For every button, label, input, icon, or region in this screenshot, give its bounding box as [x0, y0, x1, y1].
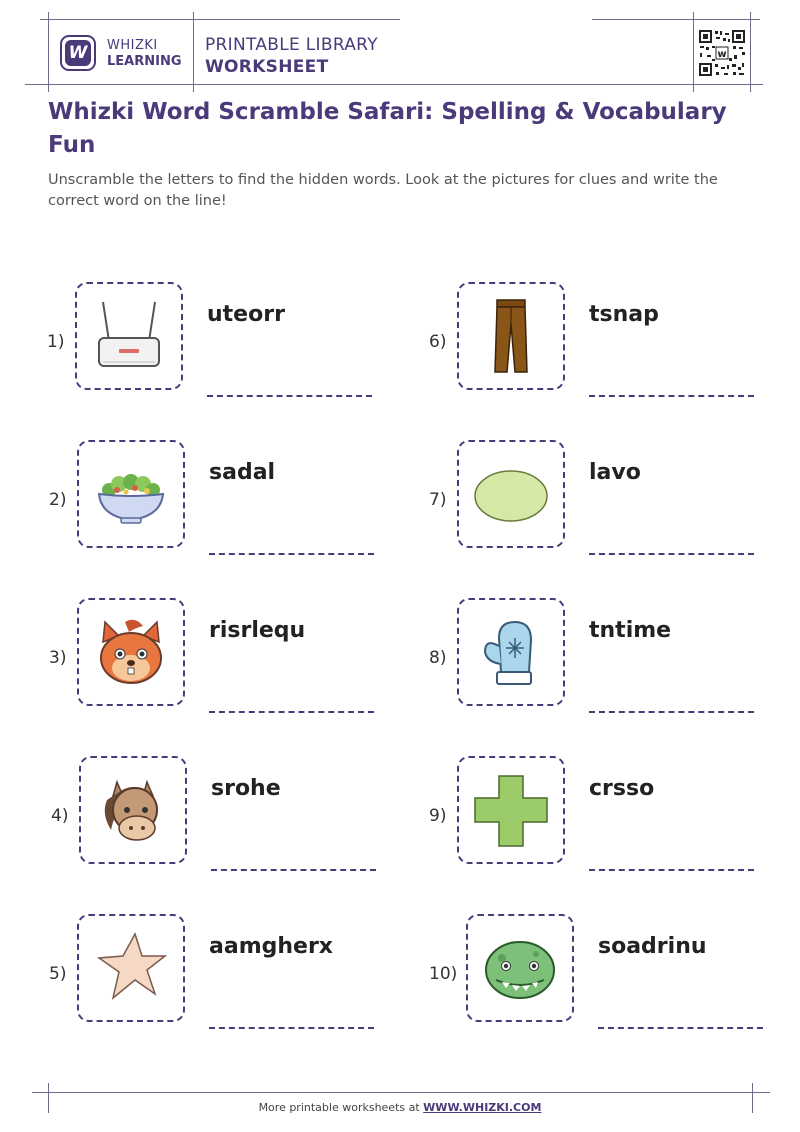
- answer-line[interactable]: [211, 869, 376, 871]
- item-number: 1): [47, 332, 65, 352]
- header-divider-left: [48, 12, 49, 92]
- brand-subname: LEARNING: [107, 54, 182, 69]
- picture-box: [75, 282, 183, 390]
- item-number: 4): [51, 806, 69, 826]
- picture-box: [77, 440, 185, 548]
- scrambled-word: crsso: [589, 776, 655, 801]
- list-item: [49, 598, 389, 723]
- header-bottom-line: [25, 84, 763, 85]
- picture-box: [79, 756, 187, 864]
- picture-box: [457, 440, 565, 548]
- list-item: [49, 914, 389, 1039]
- scrambled-word: soadrinu: [598, 934, 707, 959]
- picture-box: [77, 914, 185, 1022]
- item-number: 6): [429, 332, 447, 352]
- list-item: [429, 282, 769, 407]
- answer-line[interactable]: [209, 711, 374, 713]
- scrambled-word: sadal: [209, 460, 276, 485]
- header-divider-far-right: [750, 12, 751, 92]
- scrambled-word: aamgherx: [209, 934, 333, 959]
- dinosaur-icon: [480, 928, 560, 1008]
- brand-name: WHIZKI: [107, 38, 158, 53]
- picture-box: [457, 282, 565, 390]
- item-number: 8): [429, 648, 447, 668]
- list-item: [429, 914, 769, 1039]
- answer-line[interactable]: [589, 869, 754, 871]
- list-item: [51, 756, 391, 881]
- logo-letter: W: [65, 40, 91, 66]
- scrambled-word: tntime: [589, 618, 672, 643]
- header-top-line: [40, 19, 400, 20]
- header-divider-right: [693, 12, 694, 92]
- router-icon: [89, 296, 169, 376]
- answer-line[interactable]: [209, 1027, 374, 1029]
- answer-line[interactable]: [589, 553, 754, 555]
- list-item: [429, 598, 769, 723]
- scrambled-word: uteorr: [207, 302, 285, 327]
- scrambled-word: srohe: [211, 776, 281, 801]
- footer: [0, 1101, 800, 1114]
- list-item: [47, 282, 387, 407]
- instructions: Unscramble the letters to find the hidden words. Look at the pictures for clues and write the correct word on the line!: [48, 172, 718, 209]
- scrambled-word: risrlequ: [209, 618, 306, 643]
- scrambled-word: lavo: [589, 460, 641, 485]
- pants-icon: [471, 296, 551, 376]
- item-number: 9): [429, 806, 447, 826]
- squirrel-icon: [91, 612, 171, 692]
- picture-box: [457, 756, 565, 864]
- item-number: 5): [49, 964, 67, 984]
- answer-line[interactable]: [207, 395, 372, 397]
- page-title: Whizki Word Scramble Safari: Spelling & Vocabulary Fun: [48, 99, 727, 158]
- horse-icon: [93, 770, 173, 850]
- cross-icon: [471, 770, 551, 850]
- hexagram-icon: [91, 928, 171, 1008]
- answer-line[interactable]: [209, 553, 374, 555]
- list-item: [429, 440, 769, 565]
- picture-box: [457, 598, 565, 706]
- worksheet-label: WORKSHEET: [205, 57, 329, 77]
- oval-icon: [471, 454, 551, 534]
- picture-box: [77, 598, 185, 706]
- list-item: [429, 756, 769, 881]
- item-number: 10): [429, 964, 458, 984]
- mitten-icon: [471, 612, 551, 692]
- header-divider-mid: [193, 12, 194, 92]
- answer-line[interactable]: [589, 711, 754, 713]
- svg-text:w: w: [717, 49, 727, 60]
- header-top-line-right: [592, 19, 760, 20]
- scrambled-word: tsnap: [589, 302, 659, 327]
- salad-bowl-icon: [91, 454, 171, 534]
- whizki-logo-icon: [60, 35, 96, 71]
- item-number: 3): [49, 648, 67, 668]
- answer-line[interactable]: [598, 1027, 763, 1029]
- answer-line[interactable]: [589, 395, 754, 397]
- picture-box: [466, 914, 574, 1022]
- library-label: PRINTABLE LIBRARY: [205, 35, 378, 55]
- list-item: [49, 440, 389, 565]
- item-number: 2): [49, 490, 67, 510]
- footer-link[interactable]: WWW.WHIZKI.COM: [423, 1101, 542, 1114]
- qr-code-icon: [698, 29, 746, 77]
- footer-text: More printable worksheets at: [258, 1101, 420, 1114]
- footer-line: [32, 1092, 770, 1093]
- item-number: 7): [429, 490, 447, 510]
